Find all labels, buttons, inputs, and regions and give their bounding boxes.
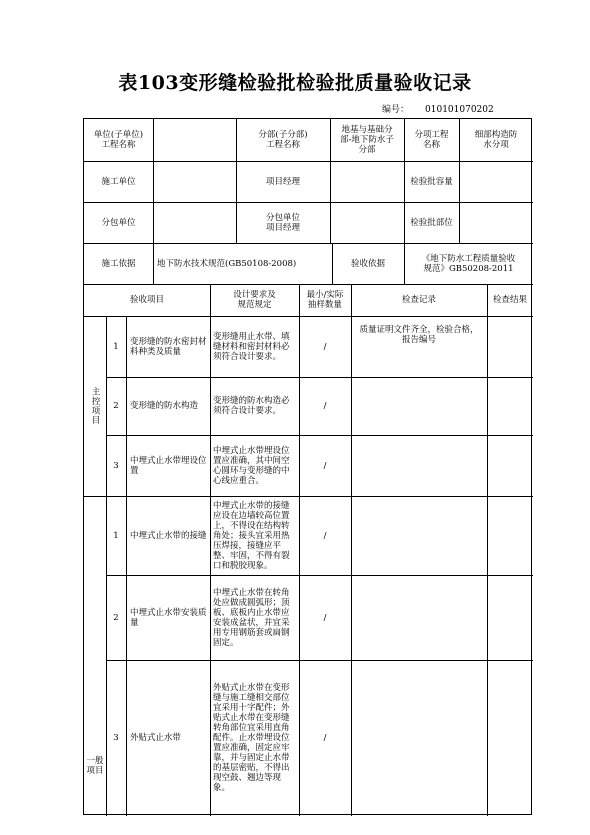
basis-value: 地下防水技术规范(GB50108-2008) [157,258,297,269]
general-group-label-text: 一般 项目 [86,756,104,776]
item-name: 中埋式止水带埋设位置 [130,455,207,476]
item-sample: / [323,401,327,411]
project-manager-label: 项目经理 [265,176,300,187]
col-requirement [210,284,299,316]
item-requirement: 变形缝用止水带、填缝材料和密封材料必须符合设计要求。 [213,331,290,362]
subcontract-manager-label-text: 分包单位 项目经理 [265,212,300,233]
item-record [351,377,487,435]
unit-name-label [84,119,153,161]
col-item: 验收项目 [129,295,164,305]
col-requirement-text: 设计要求及 规范规定 [233,290,276,310]
item-no: 1 [113,530,119,541]
item-sample: / [323,530,327,541]
general-group-label [84,496,106,816]
main-group-label [84,316,106,496]
construction-unit-label: 施工单位 [101,176,136,187]
batch-location-label: 检验批部位 [410,217,453,228]
item-sample: / [323,460,327,471]
unit-name-label-text: 单位(子单位) 工程名称 [93,130,144,150]
basis-label: 施工依据 [101,258,136,269]
record-number [382,102,494,115]
item-name: 中埋式止水带安装质量 [130,607,207,628]
col-sample [299,284,351,316]
item-name: 外贴式止水带 [130,733,182,743]
item-sample: / [323,733,327,743]
number-value: 010101070202 [425,105,494,115]
sub-item-label-text: 分项工程 名称 [414,130,449,150]
item-requirement: 中埋式止水带埋设位置应准确，其中间空心圆环与变形缝的中心线应重合。 [213,445,290,486]
sub-item-label [404,119,459,161]
item-record [351,575,487,660]
item-no: 3 [113,733,119,743]
item-name: 变形缝的防水密封材料种类及质量 [130,336,207,357]
acceptance-basis-value-text: 《地下防水工程质量验收 规范》GB50208-2011 [421,253,516,274]
item-requirement: 中埋式止水带在转角处应做成圆弧形；顶板、底板内止水带应安装成盆状，并宜采用专用钢筋套或扁钢固定。 [213,587,290,648]
item-record: 质量证明文件齐全，检验合格， 报告编号 [359,325,479,345]
sub-division-label [236,119,330,161]
acceptance-basis-value [404,243,533,284]
item-no: 2 [113,401,119,411]
col-sample-text: 最小/实际 抽样数量 [306,290,344,310]
item-no: 1 [113,341,119,352]
item-name: 变形缝的防水构造 [130,401,199,411]
item-no: 2 [113,612,119,623]
subcontract-manager-label [236,202,330,243]
item-requirement: 中埋式止水带的接缝应设在边墙较高位置上，不得设在结构转角处；接头宜采用热压焊接，接缝应平整、牢固，不得有裂口和脱胶现象。 [213,500,290,571]
item-sample: / [323,341,327,352]
item-requirement: 外贴式止水带在变形缝与施工缝相交部位宜采用十字配件；外贴式止水带在变形缝转角部位宜采用直角配件。止水带埋设位置应准确，固定应牢靠，并与固定止水带的基层密贴，不得出现空鼓、翘边等现象。 [213,683,290,793]
col-result: 检查结果 [492,295,527,305]
acceptance-basis-label: 验收依据 [350,258,385,269]
col-record: 检查记录 [401,295,436,305]
item-record [351,496,487,575]
subcontract-unit-label: 分包单位 [101,217,136,228]
item-record [351,435,487,496]
item-sample: / [323,612,327,623]
item-record [351,660,487,816]
batch-capacity-label: 检验批容量 [410,176,453,187]
number-label: 编号： [382,105,410,115]
item-name: 中埋式止水带的接缝 [130,530,207,541]
item-no: 3 [113,460,119,471]
acceptance-form [83,118,532,815]
item-requirement: 变形缝的防水构造必须符合设计要求。 [213,396,290,416]
sub-item-value-text: 细部构造防 水分项 [474,130,518,150]
sub-item-value [459,119,533,161]
sub-division-value [330,119,404,161]
page-title: 表103变形缝检验批检验批质量验收记录 [118,72,472,94]
main-group-label-text: 主控项目 [90,387,100,425]
sub-division-label-text: 分部(子分部) 工程名称 [258,130,308,150]
sub-division-value-text: 地基与基础分 部-地下防水子 分部 [340,125,394,155]
